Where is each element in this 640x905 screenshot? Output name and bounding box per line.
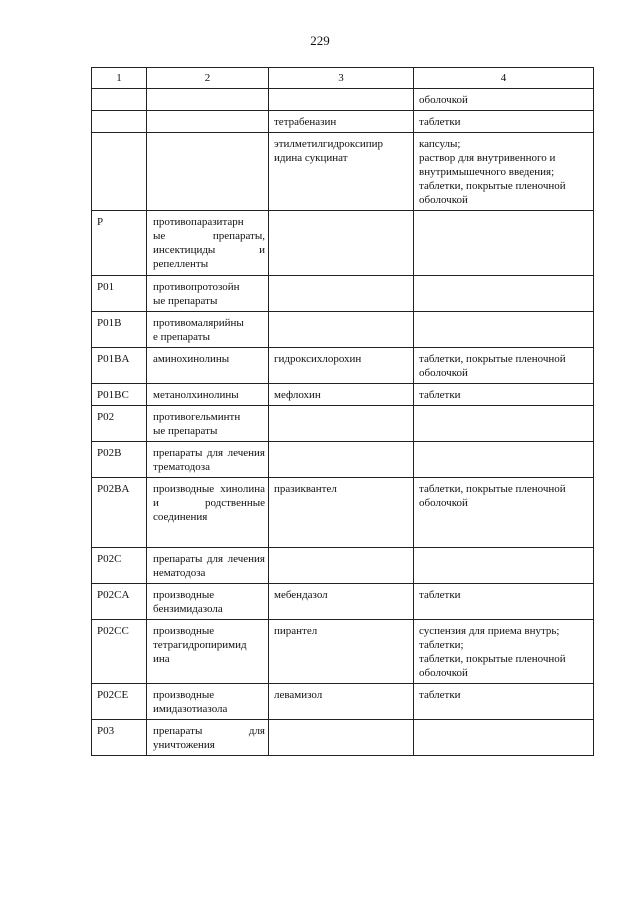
drug-name-cell: этилметилгидроксипир идина сукцинат [269, 133, 414, 211]
atc-code-cell: P [92, 211, 147, 276]
table-row [92, 384, 594, 406]
atc-code-cell: P02CE [92, 684, 147, 720]
group-name-cell: препараты для уничтожения [147, 720, 269, 756]
atc-code-cell: P02CC [92, 620, 147, 684]
table-row [92, 211, 594, 276]
dosage-form-cell [414, 211, 594, 276]
dosage-form-cell [414, 720, 594, 756]
group-name-cell: препараты для лечения нематодоза [147, 548, 269, 584]
dosage-form-cell: таблетки [414, 584, 594, 620]
atc-code-cell [92, 89, 147, 111]
table-row [92, 111, 594, 133]
table-row [92, 548, 594, 584]
group-name-cell: противопротозойн ые препараты [147, 276, 269, 312]
column-header-4: 4 [414, 68, 594, 89]
dosage-form-cell [414, 276, 594, 312]
table-header-row [92, 68, 594, 89]
table-row [92, 620, 594, 684]
table-row [92, 406, 594, 442]
group-name-cell [147, 133, 269, 211]
table-row [92, 720, 594, 756]
group-name-cell: производные тетрагидропиримид ина [147, 620, 269, 684]
dosage-form-cell: таблетки [414, 384, 594, 406]
dosage-form-cell [414, 406, 594, 442]
dosage-form-cell: таблетки [414, 111, 594, 133]
atc-code-cell: P03 [92, 720, 147, 756]
group-name-cell: метанолхинолины [147, 384, 269, 406]
drug-name-cell [269, 406, 414, 442]
drug-name-cell [269, 548, 414, 584]
drug-name-cell [269, 720, 414, 756]
table-row [92, 684, 594, 720]
drug-name-cell: пирантел [269, 620, 414, 684]
dosage-form-cell: таблетки [414, 684, 594, 720]
drug-name-cell [269, 276, 414, 312]
table-row [92, 584, 594, 620]
dosage-form-cell [414, 548, 594, 584]
drug-name-cell: левамизол [269, 684, 414, 720]
dosage-form-cell: таблетки, покрытые пленочной оболочкой [414, 348, 594, 384]
group-name-cell: противогельминтн ые препараты [147, 406, 269, 442]
group-name-cell: производные хинолина и родственные соединения [147, 478, 269, 548]
dosage-form-cell [414, 312, 594, 348]
table-row [92, 89, 594, 111]
dosage-form-cell: суспензия для приема внутрь; таблетки; таблетки, покрытые пленочной оболочкой [414, 620, 594, 684]
column-header-1: 1 [92, 68, 147, 89]
group-name-cell [147, 111, 269, 133]
drug-name-cell [269, 211, 414, 276]
drug-name-cell [269, 312, 414, 348]
atc-code-cell: P02CA [92, 584, 147, 620]
table-row [92, 276, 594, 312]
drug-name-cell: мефлохин [269, 384, 414, 406]
atc-code-cell: P01BC [92, 384, 147, 406]
table-row [92, 312, 594, 348]
atc-code-cell: P02 [92, 406, 147, 442]
atc-code-cell: P01 [92, 276, 147, 312]
atc-code-cell [92, 111, 147, 133]
drug-name-cell: празиквантел [269, 478, 414, 548]
dosage-form-cell: таблетки, покрытые пленочной оболочкой [414, 478, 594, 548]
atc-code-cell: P01BA [92, 348, 147, 384]
table-row [92, 133, 594, 211]
table-row [92, 478, 594, 548]
atc-code-cell [92, 133, 147, 211]
dosage-form-cell: оболочкой [414, 89, 594, 111]
drug-name-cell: мебендазол [269, 584, 414, 620]
dosage-form-cell [414, 442, 594, 478]
atc-code-cell: P02C [92, 548, 147, 584]
group-name-cell: препараты для лечения трематодоза [147, 442, 269, 478]
atc-code-cell: P02B [92, 442, 147, 478]
group-name-cell: аминохинолины [147, 348, 269, 384]
group-name-cell: противомалярийны е препараты [147, 312, 269, 348]
dosage-form-cell: капсулы; раствор для внутривенного и внутримышечного введения; таблетки, покрытые пленочной оболочкой [414, 133, 594, 211]
table-row [92, 348, 594, 384]
drug-name-cell [269, 89, 414, 111]
page-number: 229 [310, 33, 330, 48]
drug-name-cell: тетрабеназин [269, 111, 414, 133]
drug-table [91, 67, 594, 756]
group-name-cell: производные бензимидазола [147, 584, 269, 620]
drug-name-cell [269, 442, 414, 478]
atc-code-cell: P01B [92, 312, 147, 348]
group-name-cell: производные имидазотиазола [147, 684, 269, 720]
column-header-3: 3 [269, 68, 414, 89]
atc-code-cell: P02BA [92, 478, 147, 548]
column-header-2: 2 [147, 68, 269, 89]
table-row [92, 442, 594, 478]
drug-name-cell: гидроксихлорохин [269, 348, 414, 384]
group-name-cell [147, 89, 269, 111]
group-name-cell: противопаразитарн ые препараты, инсектициды и репелленты [147, 211, 269, 276]
